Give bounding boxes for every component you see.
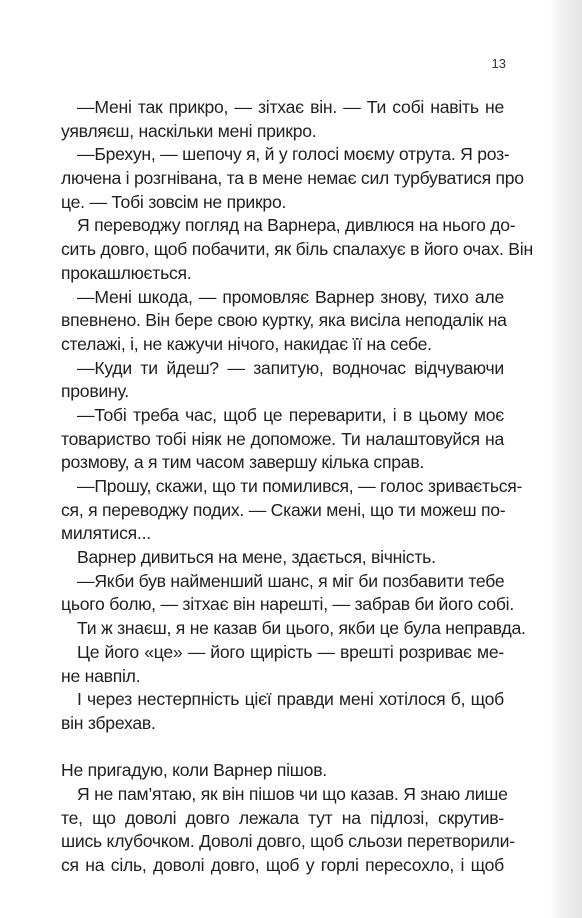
text-line: —Куди ти йдеш? — запитую, водночас відчуваючи xyxy=(77,357,504,378)
text-line: —Тобі треба час, щоб це переварити, і в цьому моє xyxy=(77,404,504,425)
text-line: —Прошу, скажи, що ти помилився, — голос зривається- xyxy=(77,476,523,496)
text-line: він збрехав. xyxy=(61,712,156,733)
text-line: —Мені шкода, — промовляє Варнер знову, тихо але xyxy=(77,286,504,307)
text-line: —Якби був найменший шанс, я міг би позбавити тебе xyxy=(77,570,505,591)
text-line: Я переводжу погляд на Варнера, дивлюся на нього до- xyxy=(77,215,516,236)
text-line: І через нестерпність цієї правди мені хотілося б, щоб xyxy=(77,689,504,710)
page-edge-shadow xyxy=(550,0,582,918)
text-line: ся на сіль, доволі довго, щоб у горлі пересохло, і щоб xyxy=(61,855,504,875)
blank-line xyxy=(61,736,504,760)
text-line: товариство тобі ніяк не допоможе. Ти налаштовуйся на xyxy=(61,428,504,449)
text-line: —Мені так прикро, — зітхає він. — Ти собі навіть не xyxy=(77,97,504,117)
body-text xyxy=(61,96,533,878)
text-line: Я не пам’ятаю, як він пішов чи що казав. Я знаю лише xyxy=(77,783,508,804)
text-line: Варнер дивиться на мене, здається, вічність. xyxy=(77,547,436,568)
text-line: милятися... xyxy=(61,523,151,544)
text-line: Це його «це» — його щирість — врешті розриває ме- xyxy=(77,641,504,662)
text-line: сить довго, щоб побачити, як біль спалахує в його очах. Він xyxy=(61,239,533,260)
text-line: розмову, а я тим часом завершу кілька справ. xyxy=(61,452,425,473)
text-line: уявляєш, наскільки мені прикро. xyxy=(61,120,317,141)
text-line: —Брехун, — шепочу я, й у голосі моєму отрута. Я роз- xyxy=(77,144,510,165)
text-line: прокашлюється. xyxy=(61,262,192,283)
text-line: впевнено. Він бере свою куртку, яка висіла неподалік на xyxy=(61,310,507,331)
text-line: цього болю, — зітхає він нарешті, — забрав би його собі. xyxy=(61,594,514,615)
text-line: те, що доволі довго лежала тут на підлозі, скрутив- xyxy=(61,807,504,828)
page-number: 13 xyxy=(491,56,506,71)
text-line: Ти ж знаєш, я не казав би цього, якби це була неправда. xyxy=(77,618,526,639)
text-line: лючена і розгнівана, та в мене немає сил турбуватися про xyxy=(61,168,524,189)
text-line: провину. xyxy=(61,381,129,402)
text-line: ся, я переводжу подих. — Скажи мені, що ти можеш по- xyxy=(61,499,506,520)
text-line: не навпіл. xyxy=(61,665,141,686)
text-line: шись клубочком. Доволі довго, щоб сльози перетворили- xyxy=(61,831,515,852)
text-line: Не пригадую, коли Варнер пішов. xyxy=(61,760,327,781)
text-line: це. — Тобі зовсім не прикро. xyxy=(61,191,287,212)
text-line: стелажі, і, не кажучи нічого, накидає її на себе. xyxy=(61,333,432,354)
